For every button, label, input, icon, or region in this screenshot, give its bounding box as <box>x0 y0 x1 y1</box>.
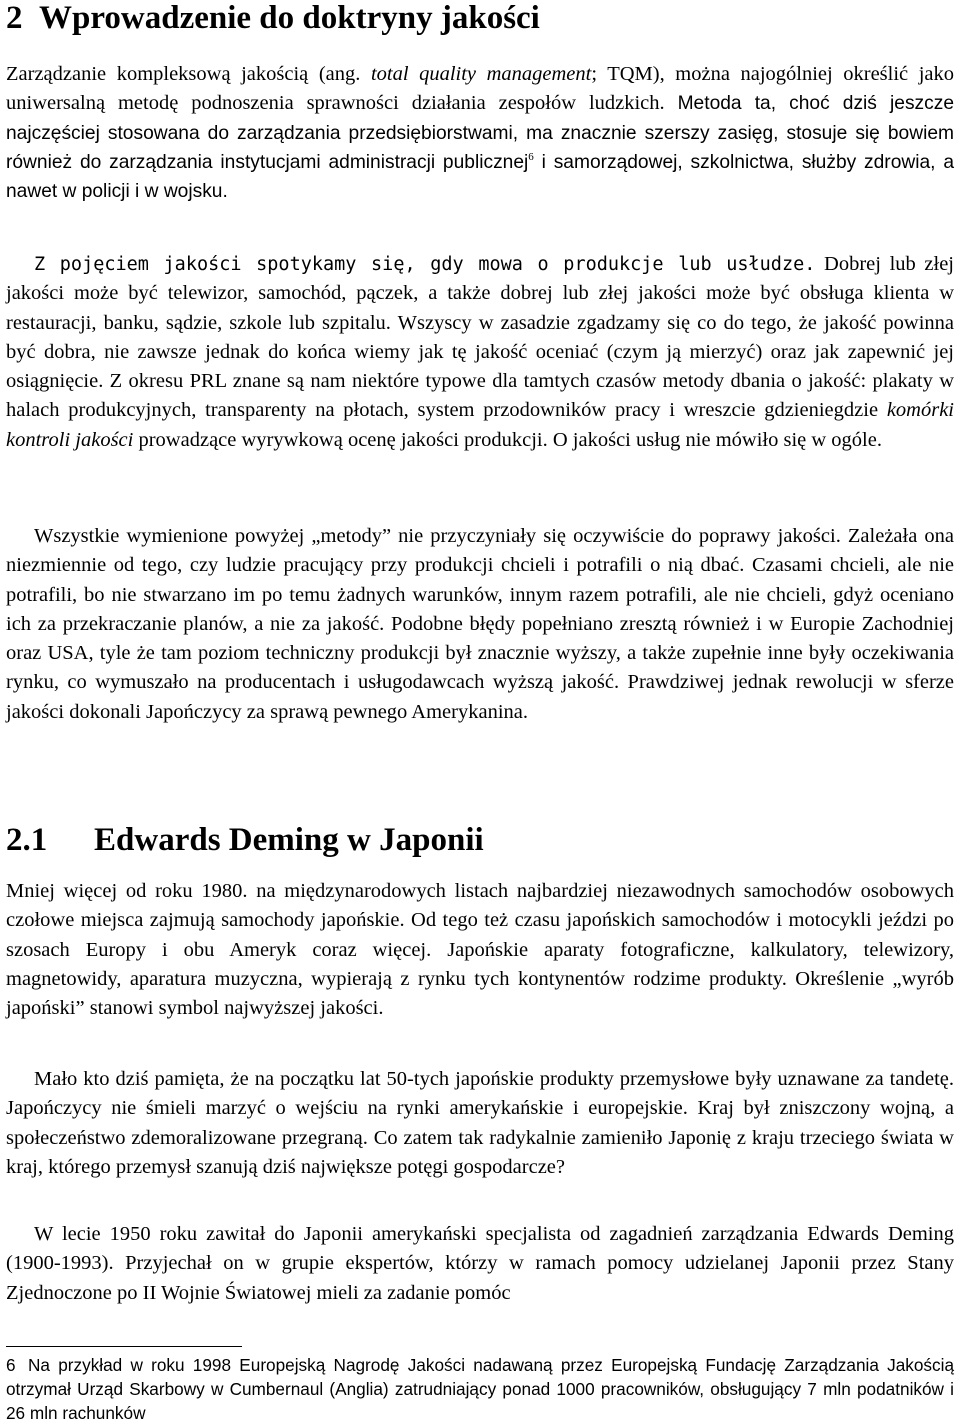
footnote-number: 6 <box>6 1355 16 1375</box>
p2-text-c: prowadzące wyrywkową ocenę jakości produkcji. O jakości usług nie mówiło się w ogóle. <box>133 428 882 451</box>
footnote-divider <box>6 1346 242 1347</box>
paragraph-methods <box>6 522 954 727</box>
chapter-heading <box>6 0 540 38</box>
p2-italic-term: komórki kontroli jakości <box>6 399 954 451</box>
footnote-ref: 6 <box>528 151 534 164</box>
p1-text-d: i samorządowej, szkolnictwa, służby zdrowia, a nawet w policji i w wojsku. <box>6 151 954 203</box>
p6-text: W lecie 1950 roku zawitał do Japonii amerykański specjalista od zagadnień zarządzania Edwards Deming (1900-1993). Przyjechał on w grupie ekspertów, którzy w ramach pomocy udzielanej Japonii przez Stany Zjednoczone po II Wojnie Światowej mieli za zadanie pomóc <box>6 1223 954 1304</box>
footnote-text: Na przykład w roku 1998 Europejską Nagrodę Jakości nadawaną przez Europejską Fundację Zarządzania Jakością otrzymał Urząd Skarbowy w Cumbernaul (Anglia) zatrudniający ponad 1000 pracowników, obsługujący 7 mln podatników i 26 mln rachunków <box>6 1355 954 1423</box>
p1-text-a: Zarządzanie kompleksową jakością (ang. <box>6 63 361 85</box>
p2-text-a: Z pojęciem jakości spotykamy się, gdy mowa o produkcje lub usłudze. <box>34 254 816 275</box>
section-heading <box>6 820 484 860</box>
section-number: 2.1 <box>6 822 48 858</box>
paragraph-quality-concept <box>6 250 954 455</box>
paragraph-tqm-intro <box>6 60 954 206</box>
p1-text-c: Metoda ta, choć dziś jeszcze najczęściej stosowana do zarządzania przedsiębiorstwami, ma znacznie szerszy zasięg, stosuje się bowiem również do zarządzania instytucjami administracji publicznej <box>6 93 954 173</box>
section-title: Edwards Deming w Japonii <box>94 822 484 858</box>
footnote <box>6 1353 954 1425</box>
paragraph-postwar <box>6 1065 954 1182</box>
paragraph-deming <box>6 1220 954 1308</box>
p2-text-b: Dobrej lub złej jakości może być telewizor, samochód, pączek, a także dobrej lub złej jakości może być obsługa klienta w restauracji, banku, sądzie, szkole lub szpitalu. Wszyscy w zasadzie zgadzamy się co do tego, że jakość powinna być dobra, nie zawsze jednak do końca wiemy jak tę jakość oceniać (czym ją mierzyć) oraz jak zapewnić jej osiągnięcie. Z okresu PRL znane są nam niektóre typowe dla tamtych czasów metody dbania o jakość: plakaty w halach produkcyjnych, transparenty na płotach, system przodowników pracy i wreszcie gdzieniegdzie <box>6 253 954 422</box>
chapter-title: Wprowadzenie do doktryny jakości <box>39 0 540 36</box>
paragraph-japan-cars <box>6 877 954 1023</box>
p1-italic-term: total quality management <box>370 63 592 85</box>
p3-text: Wszystkie wymienione powyżej „metody” nie przyczyniały się oczywiście do poprawy jakości. Zależała ona niezmiennie od tego, czy ludzie pracujący przy produkcji chcieli i potrafili o nią dbać. Czasami chcieli, ale nie potrafili, bo nie stwarzano im po temu żadnych warunków, innym razem potrafili, ale nie chcieli, gdyż oceniano ich za przekraczanie planów, a nie za jakość. Podobne błędy popełniano zresztą również i w Europie Zachodniej oraz USA, tyle że tam poziom techniczny produkcji był znacznie wyższy, a także zupełnie inne były oczekiwania rynku, co wymuszało na producentach i usługodawcach wyższą jakość. Prawdziwej jednak rewolucji w sferze jakości dokonali Japończycy za sprawą pewnego Amerykanina. <box>6 525 954 723</box>
p1-text-b: ; TQM), można najogólniej określić jako uniwersalną metodę podnoszenia sprawności działania zespołów ludzkich. <box>6 63 954 115</box>
p4-text: Mniej więcej od roku 1980. na międzynarodowych listach najbardziej niezawodnych samochodów osobowych czołowe miejsca zajmują samochody japońskie. Od tego też czasu japońskich samochodów i motocykli jeździ po szosach Europy i obu Ameryk coraz więcej. Japońskie aparaty fotograficzne, kalkulatory, telewizory, magnetowidy, aparatura muzyczna, wypierają z rynku tych kontynentów rodzime produkty. Określenie „wyrób japoński” stanowi symbol najwyższej jakości. <box>6 880 954 1020</box>
chapter-number: 2 <box>6 0 23 36</box>
p5-text: Mało kto dziś pamięta, że na początku lat 50-tych japońskie produkty przemysłowe były uznawane za tandetę. Japończycy nie śmieli marzyć o wejściu na rynki amerykańskie i europejskie. Kraj był zniszczony wojną, a społeczeństwo zdemoralizowane przegraną. Co zatem tak radykalnie zamieniło Japonię z kraju trzeciego świata w kraj, którego przemysł szanują dziś największe potęgi gospodarcze? <box>6 1068 954 1178</box>
